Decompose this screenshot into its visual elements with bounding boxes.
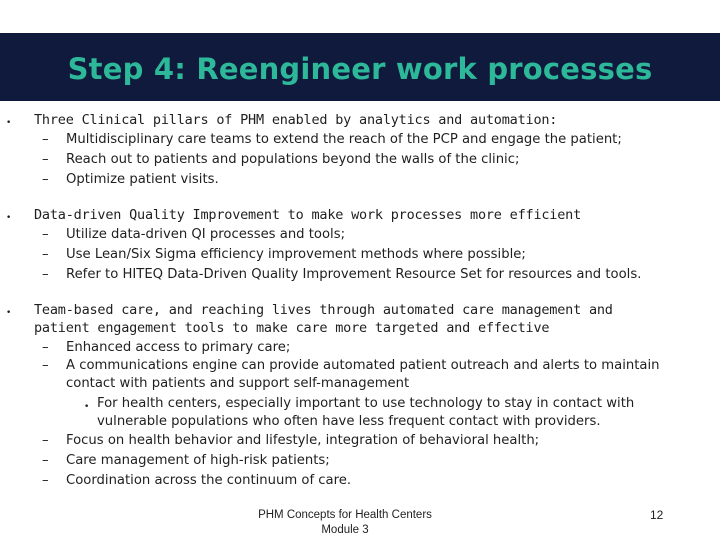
section-1-heading — [6, 111, 558, 129]
bullet-icon: • — [6, 213, 12, 223]
section-3-item-text: A communications engine can provide automated patient outreach and alerts to maintain — [66, 358, 660, 373]
section-1-item-text: Reach out to patients and populations beyond the walls of the clinic; — [66, 152, 520, 167]
section-2-item-text: Utilize data-driven QI processes and tools; — [66, 227, 346, 242]
bullet-icon: • — [6, 118, 12, 128]
section-3-subitem-text: vulnerable populations who often have less frequent contact with providers. — [97, 414, 601, 429]
section-2-heading-text: Data-driven Quality Improvement to make work processes more efficient — [34, 207, 582, 223]
footer-line-1: PHM Concepts for Health Centers — [258, 509, 432, 521]
section-3-item-text: Coordination across the continuum of care. — [66, 473, 352, 488]
dash-icon: – — [42, 152, 49, 167]
section-2-item — [42, 226, 346, 244]
section-3-heading-text: patient engagement tools to make care more targeted and effective — [34, 320, 550, 336]
dash-icon: – — [42, 227, 49, 242]
dash-icon: – — [42, 172, 49, 187]
section-1-heading-text: Three Clinical pillars of PHM enabled by analytics and automation: — [34, 112, 558, 128]
section-3-heading-cont — [34, 319, 549, 337]
section-2-item — [42, 266, 642, 284]
page-number: 12 — [650, 508, 664, 522]
section-3-item — [42, 357, 660, 375]
section-3-heading — [6, 301, 613, 319]
section-2-item-text: Refer to HITEQ Data-Driven Quality Improvement Resource Set for resources and tools. — [66, 267, 642, 282]
section-2-heading — [6, 206, 582, 224]
section-1-item-text: Multidisciplinary care teams to extend the reach of the PCP and engage the patient; — [66, 132, 622, 147]
section-2-item — [42, 246, 526, 264]
section-1-item — [42, 151, 520, 169]
dash-icon: – — [42, 433, 49, 448]
section-3-item — [42, 339, 291, 357]
bullet-icon: • — [6, 308, 12, 318]
section-3-item-text: Focus on health behavior and lifestyle, integration of behavioral health; — [66, 433, 540, 448]
section-2-item-text: Use Lean/Six Sigma efficiency improvement methods where possible; — [66, 247, 526, 262]
section-1-item-text: Optimize patient visits. — [66, 172, 219, 187]
dash-icon: – — [42, 247, 49, 262]
dash-icon: – — [42, 267, 49, 282]
section-3-item-text: contact with patients and support self-management — [66, 376, 410, 391]
section-3-item-text: Enhanced access to primary care; — [66, 340, 291, 355]
dash-icon: – — [42, 473, 49, 488]
slide-title: Step 4: Reengineer work processes — [67, 52, 653, 86]
section-3-item — [42, 472, 352, 490]
dash-icon: – — [42, 453, 49, 468]
footer — [225, 508, 465, 538]
section-3-item-text: Care management of high-risk patients; — [66, 453, 330, 468]
dash-icon: – — [42, 340, 49, 355]
section-1-item — [42, 131, 622, 149]
bullet-icon: • — [84, 402, 90, 412]
dash-icon: – — [42, 358, 49, 373]
footer-line-2: Module 3 — [321, 524, 369, 536]
section-3-subitem — [84, 395, 635, 413]
dash-icon: – — [42, 132, 49, 147]
section-1-item — [42, 171, 219, 189]
section-3-subitem-cont — [97, 413, 601, 431]
section-3-item-cont — [66, 375, 409, 393]
section-3-heading-text: Team-based care, and reaching lives through automated care management and — [34, 302, 613, 318]
section-3-item — [42, 452, 330, 470]
section-3-item — [42, 432, 540, 450]
section-3-subitem-text: For health centers, especially important to use technology to stay in contact with — [97, 396, 635, 411]
